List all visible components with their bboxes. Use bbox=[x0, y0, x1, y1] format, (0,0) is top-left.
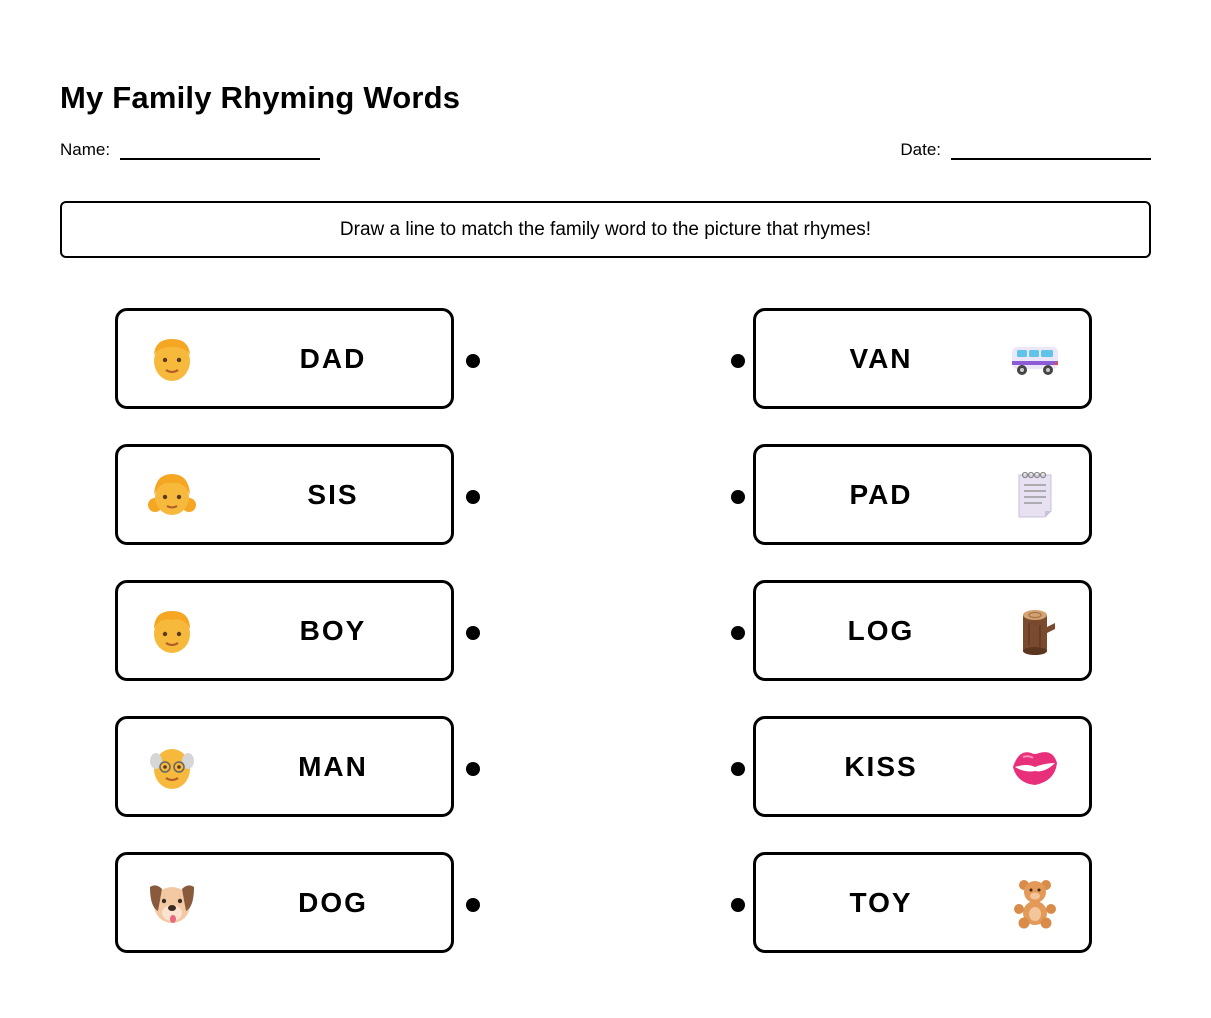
word-van: VAN bbox=[849, 342, 913, 374]
log-icon bbox=[1009, 605, 1061, 657]
word-man: MAN bbox=[298, 750, 368, 782]
match-dot-dad[interactable] bbox=[466, 354, 480, 368]
name-line[interactable] bbox=[120, 144, 320, 160]
picture-card-kiss bbox=[753, 716, 1092, 817]
match-dot-boy[interactable] bbox=[466, 626, 480, 640]
match-dot-van[interactable] bbox=[731, 354, 745, 368]
match-dot-kiss[interactable] bbox=[731, 762, 745, 776]
word-dog: DOG bbox=[298, 886, 368, 918]
picture-card-toy bbox=[753, 852, 1092, 953]
match-dot-dog[interactable] bbox=[466, 898, 480, 912]
family-word-card-sis bbox=[115, 444, 454, 545]
family-word-card-dog bbox=[115, 852, 454, 953]
date-field bbox=[900, 140, 1151, 160]
date-label: Date: bbox=[900, 140, 941, 159]
match-dot-log[interactable] bbox=[731, 626, 745, 640]
family-word-card-man bbox=[115, 716, 454, 817]
word-dad: DAD bbox=[299, 342, 367, 374]
instructions-box bbox=[60, 201, 1151, 258]
match-dot-pad[interactable] bbox=[731, 490, 745, 504]
girl-face-icon bbox=[146, 469, 198, 521]
word-boy: BOY bbox=[299, 614, 367, 646]
match-dot-toy[interactable] bbox=[731, 898, 745, 912]
man-face-icon bbox=[146, 333, 198, 385]
page-title: My Family Rhyming Words bbox=[60, 80, 461, 115]
van-icon bbox=[1009, 333, 1061, 385]
word-pad: PAD bbox=[849, 478, 913, 510]
old-man-face-icon bbox=[146, 741, 198, 793]
name-label: Name: bbox=[60, 140, 111, 159]
word-toy: TOY bbox=[849, 886, 913, 918]
picture-card-pad bbox=[753, 444, 1092, 545]
family-word-card-boy bbox=[115, 580, 454, 681]
picture-card-van bbox=[753, 308, 1092, 409]
word-sis: SIS bbox=[307, 478, 359, 510]
word-kiss: KISS bbox=[844, 750, 918, 782]
name-field bbox=[60, 140, 320, 160]
family-word-card-dad bbox=[115, 308, 454, 409]
notepad-icon bbox=[1009, 469, 1061, 521]
dog-face-icon bbox=[146, 877, 198, 929]
word-log: LOG bbox=[847, 614, 915, 646]
instructions-text: Draw a line to match the family word to the picture that rhymes! bbox=[339, 218, 872, 240]
match-dot-man[interactable] bbox=[466, 762, 480, 776]
teddy-bear-icon bbox=[1009, 877, 1061, 929]
date-line[interactable] bbox=[951, 144, 1151, 160]
picture-card-log bbox=[753, 580, 1092, 681]
kiss-lips-icon bbox=[1009, 741, 1061, 793]
boy-face-icon bbox=[146, 605, 198, 657]
match-dot-sis[interactable] bbox=[466, 490, 480, 504]
